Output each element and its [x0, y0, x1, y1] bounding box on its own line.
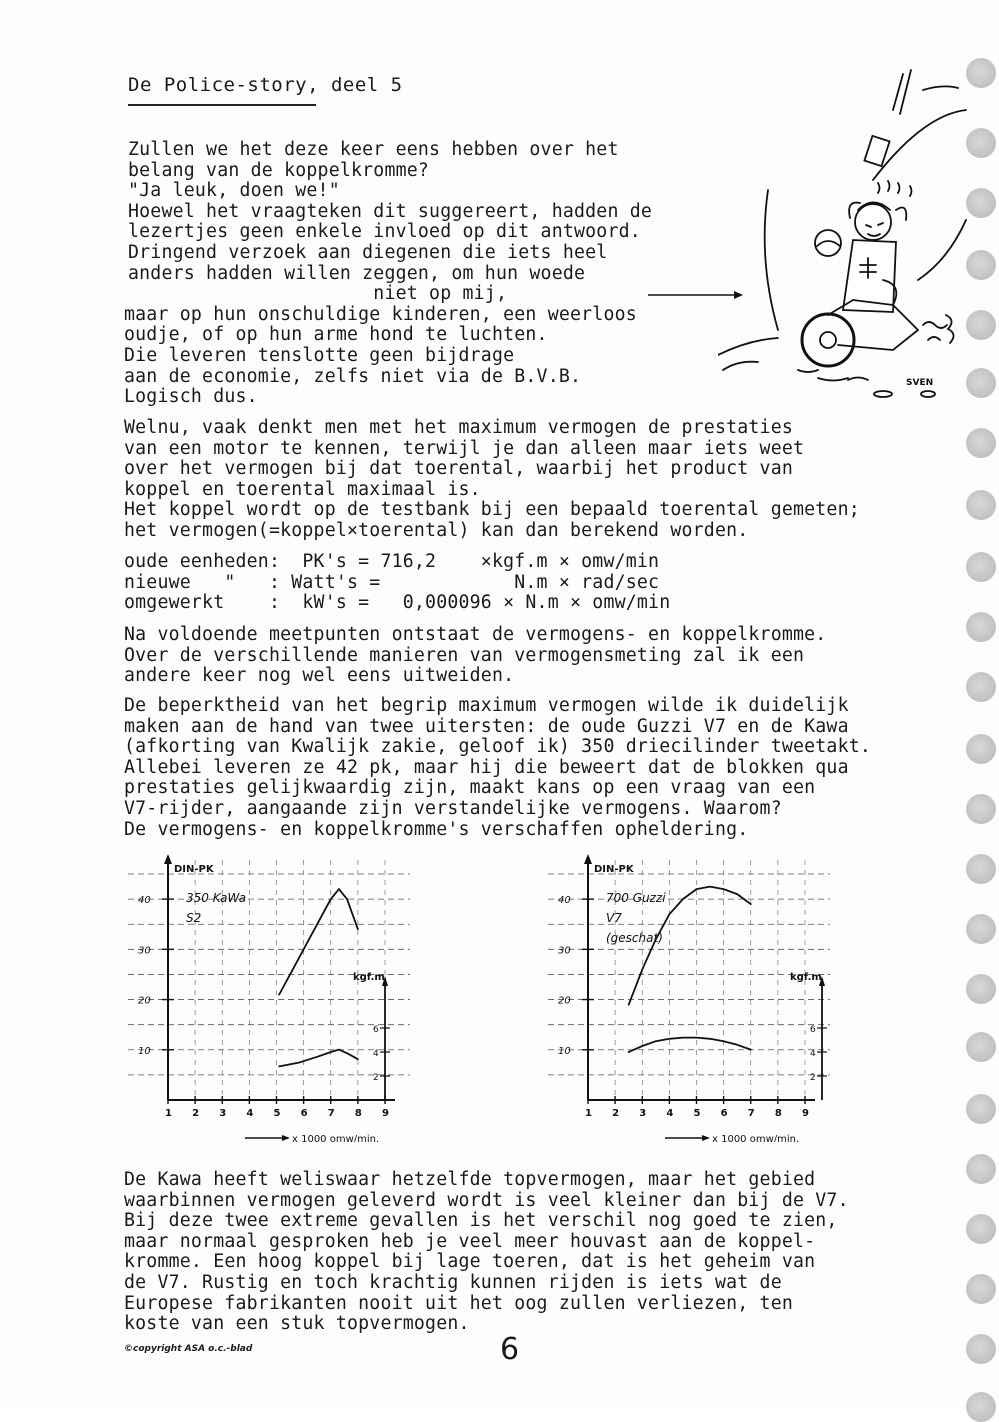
body-line: Het koppel wordt op de testbank bij een bepaald toerental gemeten; — [124, 499, 860, 521]
x-axis-arrow-icon — [702, 1135, 710, 1141]
binder-hole — [966, 854, 996, 884]
body-line: V7-rijder, aangaande zijn verstandelijke vermogens. Waarom? — [124, 798, 782, 819]
intro-line: belang van de koppelkromme? — [128, 159, 430, 181]
binder-hole — [966, 794, 996, 824]
torque-tick-label: 2 — [373, 1073, 379, 1083]
y-axis-arrow-icon — [584, 854, 592, 864]
body-line: Over de verschillende manieren van vermogensmeting zal ik een — [124, 644, 805, 666]
power-curve — [279, 889, 358, 994]
intro-line: Hoewel het vraagteken dit suggereert, hadden de — [128, 200, 653, 222]
binder-hole — [966, 1392, 996, 1422]
x-tick-label: 3 — [639, 1108, 647, 1119]
x-tick-label: 2 — [612, 1108, 620, 1119]
y-tick-label: 10 — [558, 1045, 571, 1057]
y-tick-label: 40 — [138, 895, 151, 907]
body-line: Europese fabrikanten nooit uit het oog zullen verliezen, ten — [124, 1292, 793, 1314]
intro-line: aan de economie, zelfs niet via de B.V.B. — [124, 365, 582, 387]
series-label: (geschat) — [606, 931, 663, 945]
x-tick-label: 4 — [246, 1108, 254, 1119]
binder-hole — [966, 490, 996, 520]
body-line: De vermogens- en koppelkromme's verschaffen opheldering. — [124, 818, 749, 840]
binder-hole — [966, 188, 996, 218]
illustration-signature: SVEN — [906, 378, 934, 388]
body-line: kromme. Een hoog koppel bij lage toeren, dat is het geheim van — [124, 1251, 816, 1273]
binder-hole — [966, 428, 996, 458]
x-axis-label: x 1000 omw/min. — [292, 1134, 380, 1142]
series-label: V7 — [606, 911, 622, 925]
x-tick-label: 4 — [666, 1108, 674, 1119]
units-line: nieuwe " : Watt's = N.m × rad/sec — [124, 571, 660, 593]
guzzi-power-torque-graph — [530, 852, 830, 1142]
x-tick-label: 9 — [802, 1108, 809, 1119]
binder-hole — [966, 974, 996, 1004]
binder-hole — [966, 310, 996, 340]
binder-hole — [966, 612, 996, 642]
intro-line: niet op mij, — [128, 283, 508, 305]
body-line: koppel en toerental maximaal is. — [124, 478, 481, 500]
y-tick-label: 20 — [138, 995, 151, 1007]
body-line: het vermogen(=koppel×toerental) kan dan berekend worden. — [124, 520, 749, 541]
body-line: Na voldoende meetpunten ontstaat de vermogens- en koppelkromme. — [124, 624, 827, 645]
intro-line: maar op hun onschuldige kinderen, een weerloos — [124, 303, 637, 325]
binder-hole — [966, 1334, 996, 1364]
x-tick-label: 6 — [720, 1108, 728, 1119]
body-line: van een motor te kennen, terwijl je dan alleen maar iets weet — [124, 437, 805, 459]
y-axis-label: DIN-PK — [594, 864, 634, 875]
x-tick-label: 7 — [747, 1108, 755, 1119]
binder-hole — [966, 250, 996, 280]
x-tick-label: 8 — [354, 1108, 362, 1119]
torque-tick-label: 2 — [810, 1073, 816, 1083]
body-line: De beperktheid van het begrip maximum vermogen wilde ik duidelijk — [124, 695, 849, 716]
intro-line: oudje, of op hun arme hond te luchten. — [124, 324, 548, 346]
article-heading: De Police-story, deel 5 — [128, 74, 403, 96]
body-line: De Kawa heeft weliswaar hetzelfde topvermogen, maar het gebied — [124, 1169, 816, 1190]
units-line: oude eenheden: PK's = 716,2 ×kgf.m × omw/min — [124, 551, 660, 572]
body-line: andere keer nog wel eens uitweiden. — [124, 665, 515, 687]
binder-hole — [966, 1214, 996, 1244]
y-axis-arrow-icon — [164, 854, 172, 864]
body-line: maken aan de hand van twee uitersten: de oude Guzzi V7 en de Kawa — [124, 715, 849, 737]
binder-hole — [966, 1154, 996, 1184]
binder-hole — [966, 672, 996, 702]
x-axis-arrow-icon — [282, 1135, 290, 1141]
kawa-power-torque-graph — [110, 852, 410, 1142]
body-line: maar normaal gesproken heb je veel meer houvast aan de koppel- — [124, 1230, 816, 1252]
series-label: S2 — [186, 911, 202, 925]
binder-hole — [966, 58, 996, 88]
body-line: koste van een stuk topvermogen. — [124, 1313, 470, 1335]
torque-tick-label: 4 — [810, 1049, 816, 1059]
intro-line: Dringend verzoek aan diegenen die iets heel — [128, 242, 608, 263]
x-axis-label: x 1000 omw/min. — [712, 1134, 800, 1142]
intro-line: lezertjes geen enkele invloed op dit antwoord. — [128, 221, 641, 243]
x-tick-label: 9 — [382, 1108, 389, 1119]
y-axis-label: DIN-PK — [174, 864, 214, 875]
series-label: 700 Guzzi — [606, 891, 666, 905]
binder-hole — [966, 552, 996, 582]
torque-axis-label: kgf.m — [353, 972, 385, 983]
body-line: Welnu, vaak denkt men met het maximum vermogen de prestaties — [124, 417, 793, 438]
x-tick-label: 5 — [693, 1108, 701, 1119]
body-line: waarbinnen vermogen geleverd wordt is veel kleiner dan bij de V7. — [124, 1189, 849, 1211]
x-tick-label: 5 — [273, 1108, 281, 1119]
heading-underline — [128, 104, 316, 106]
torque-axis-label: kgf.m — [790, 972, 822, 983]
series-label: 350 KaWa — [186, 891, 247, 905]
torque-tick-label: 4 — [373, 1049, 379, 1059]
intro-line: Die leveren tenslotte geen bijdrage — [124, 345, 515, 366]
binder-hole — [966, 368, 996, 398]
binder-hole — [966, 734, 996, 764]
y-tick-label: 10 — [138, 1045, 151, 1057]
x-tick-label: 6 — [300, 1108, 308, 1119]
torque-curve — [279, 1050, 358, 1067]
body-line: prestaties gelijkwaardig zijn, maakt kans op een vraag van een — [124, 777, 816, 799]
body-line: de V7. Rustig en toch krachtig kunnen rijden is iets wat de — [124, 1272, 782, 1293]
copyright-footer: ©copyright ASA o.c.-blad — [124, 1344, 253, 1354]
binder-hole — [966, 1032, 996, 1062]
y-tick-label: 30 — [138, 945, 151, 957]
x-tick-label: 3 — [219, 1108, 227, 1119]
x-tick-label: 8 — [774, 1108, 782, 1119]
body-line: Bij deze twee extreme gevallen is het verschil nog goed te zien, — [124, 1210, 838, 1232]
torque-tick-label: 6 — [810, 1025, 816, 1035]
body-line: Allebei leveren ze 42 pk, maar hij die beweert dat de blokken qua — [124, 756, 849, 778]
motorcyclist-cartoon-illustration — [718, 60, 968, 400]
body-line: (afkorting van Kwalijk zakie, geloof ik) 350 driecilinder tweetakt. — [124, 736, 872, 758]
x-tick-label: 2 — [192, 1108, 200, 1119]
y-tick-label: 20 — [558, 995, 571, 1007]
x-tick-label: 1 — [585, 1108, 592, 1119]
x-tick-label: 7 — [327, 1108, 335, 1119]
binder-hole — [966, 1274, 996, 1304]
torque-tick-label: 6 — [373, 1025, 379, 1035]
units-line: omgewerkt : kW's = 0,000096 × N.m × omw/min — [124, 592, 671, 614]
binder-hole — [966, 128, 996, 158]
intro-line: Logisch dus. — [124, 386, 258, 408]
y-tick-label: 40 — [558, 895, 571, 907]
x-tick-label: 1 — [165, 1108, 172, 1119]
page-number: 6 — [500, 1332, 520, 1367]
intro-line: "Ja leuk, doen we!" — [128, 180, 340, 202]
binder-hole — [966, 1094, 996, 1124]
binder-hole — [966, 914, 996, 944]
intro-line: anders hadden willen zeggen, om hun woede — [128, 262, 586, 284]
y-tick-label: 30 — [558, 945, 571, 957]
intro-line: Zullen we het deze keer eens hebben over het — [128, 139, 619, 160]
body-line: over het vermogen bij dat toerental, waarbij het product van — [124, 458, 793, 480]
